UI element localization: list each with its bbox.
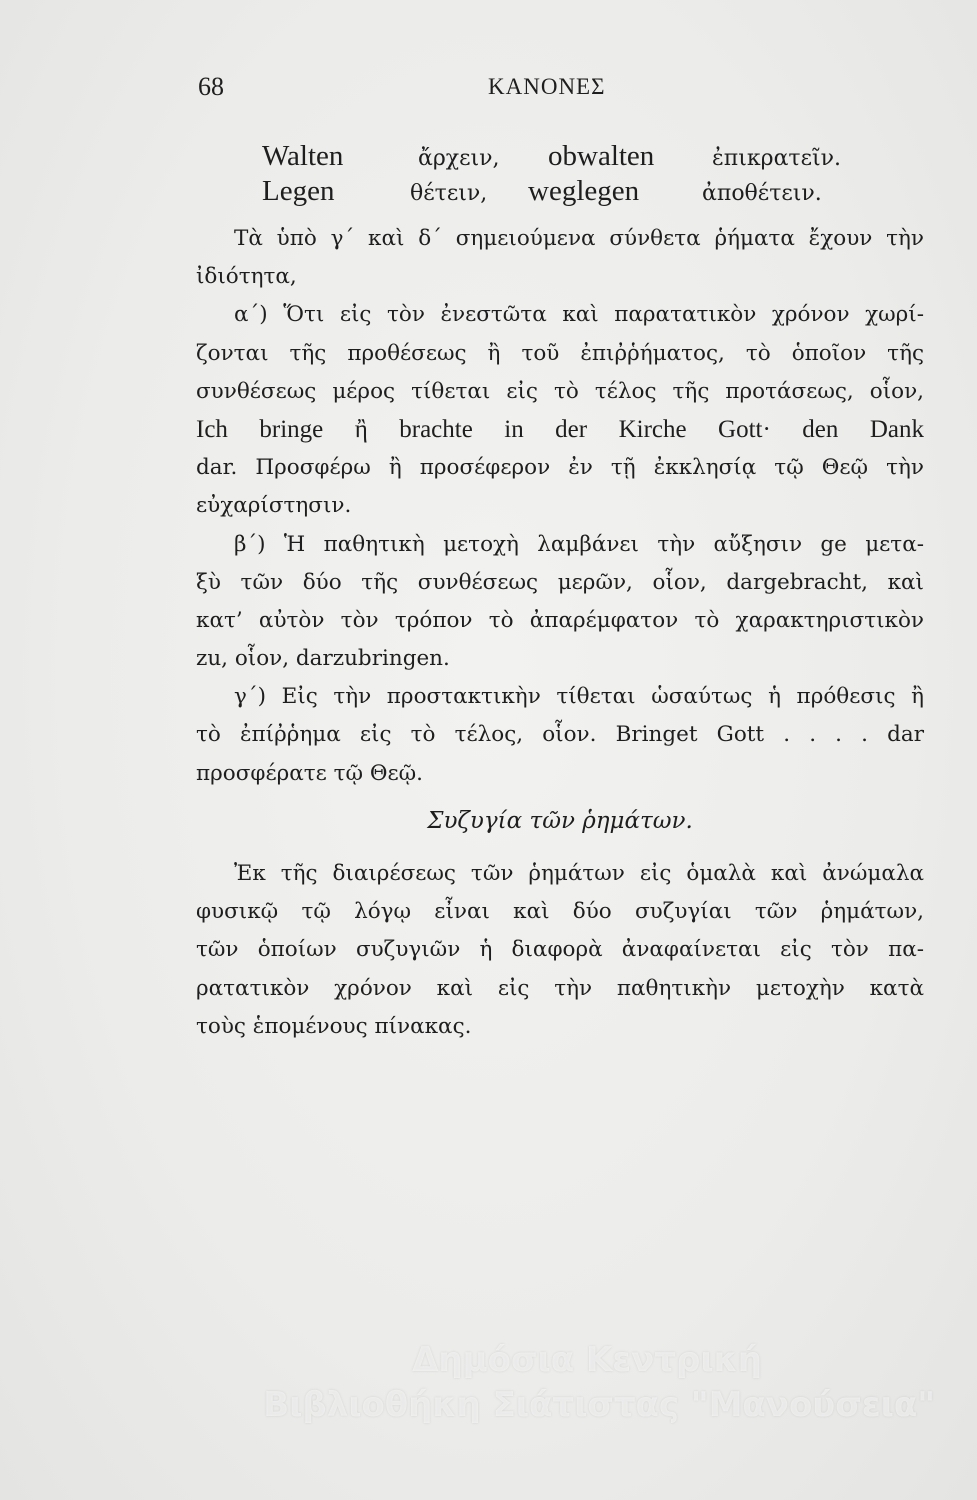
text-line: προσφέρατε τῷ Θεῷ. [196,760,423,786]
paragraph-conjugations [196,855,924,1046]
text-line: τὸ ἐπίῤῥημα εἰς τὸ τέλος, οἷον. Bringet Gott . . . . dar [196,722,924,748]
text-line: Ἐκ τῆς διαιρέσεως τῶν ῥημάτων εἰς ὁμαλὰ καὶ ἀνώμαλα [234,861,924,886]
german-verb: obwalten [548,140,655,172]
text-line: φυσικῷ τῷ λόγῳ εἶναι καὶ δύο συζυγίαι τῶν ῥημάτων, [196,899,924,925]
vocab-row [0,140,977,180]
text-line: εὐχαρίστησιν. [196,493,352,519]
text-line: συνθέσεως μέρος τίθεται εἰς τὸ τέλος τῆς προτάσεως, οἷον, [196,378,924,404]
text-line: ζονται τῆς προθέσεως ἢ τοῦ ἐπιῤῥήματος, τὸ ὁποῖον τῆς [196,340,924,366]
library-watermark: Δημόσια Κεντρική [412,1340,762,1380]
text-line: Τὰ ὑπὸ γ΄ καὶ δ΄ σημειούμενα σύνθετα ῥήματα ἔχουν τὴν [234,226,924,251]
german-verb: Walten [262,140,344,172]
text-line: κατ’ αὐτὸν τὸν τρόπον τὸ ἀπαρέμφατον τὸ χαρακτηριστικὸν [196,607,924,633]
page-number: 68 [198,72,224,101]
text-line: β΄) Ἡ παθητικὴ μετοχὴ λαμβάνει τὴν αὔξησιν ge μετα- [234,531,924,557]
greek-translation: ἄρχειν, [418,146,500,171]
text-line: Ich bringe ἢ brachte in der Kirche Gott· den Dank [196,415,924,443]
text-line: τῶν ὁποίων συζυγιῶν ἡ διαφορὰ ἀναφαίνεται εἰς τὸν πα- [196,937,924,963]
text-line: ρατατικὸν χρόνον καὶ εἰς τὴν παθητικὴν μετοχὴν κατὰ [196,975,924,1001]
german-verb: Legen [262,175,335,207]
german-verb: weglegen [528,175,640,207]
greek-translation: ἀποθέτειν. [702,181,822,206]
text-line: ξὺ τῶν δύο τῆς συνθέσεως μερῶν, οἷον, dargebracht, καὶ [196,569,924,595]
paragraph-compound-verbs [196,220,924,793]
text-line: ἰδιότητα, [196,264,297,290]
greek-translation: θέτειν, [410,181,488,206]
page-header [0,72,977,112]
running-title: ΚΑΝΟΝΕΣ [488,74,606,99]
text-line: γ΄) Εἰς τὴν προστακτικὴν τίθεται ὡσαύτως ἡ πρόθεσις ἢ [234,684,924,710]
section-subheading: Συζυγία τῶν ῥημάτων. [427,808,693,834]
greek-translation: ἐπικρατεῖν. [712,146,841,171]
text-line: dar. Προσφέρω ἢ προσέφερον ἐν τῇ ἐκκλησίᾳ τῷ Θεῷ τὴν [196,455,924,481]
text-line: zu, οἷον, darzubringen. [196,646,450,672]
text-line: α΄) Ὅτι εἰς τὸν ἐνεστῶτα καὶ παρατατικὸν χρόνον χωρί- [234,302,924,328]
library-watermark: Βιβλιοθήκη Σιάτιστας "Μανούσεια" [263,1385,935,1425]
vocab-row [0,175,977,215]
text-line: τοὺς ἑπομένους πίνακας. [196,1013,472,1039]
